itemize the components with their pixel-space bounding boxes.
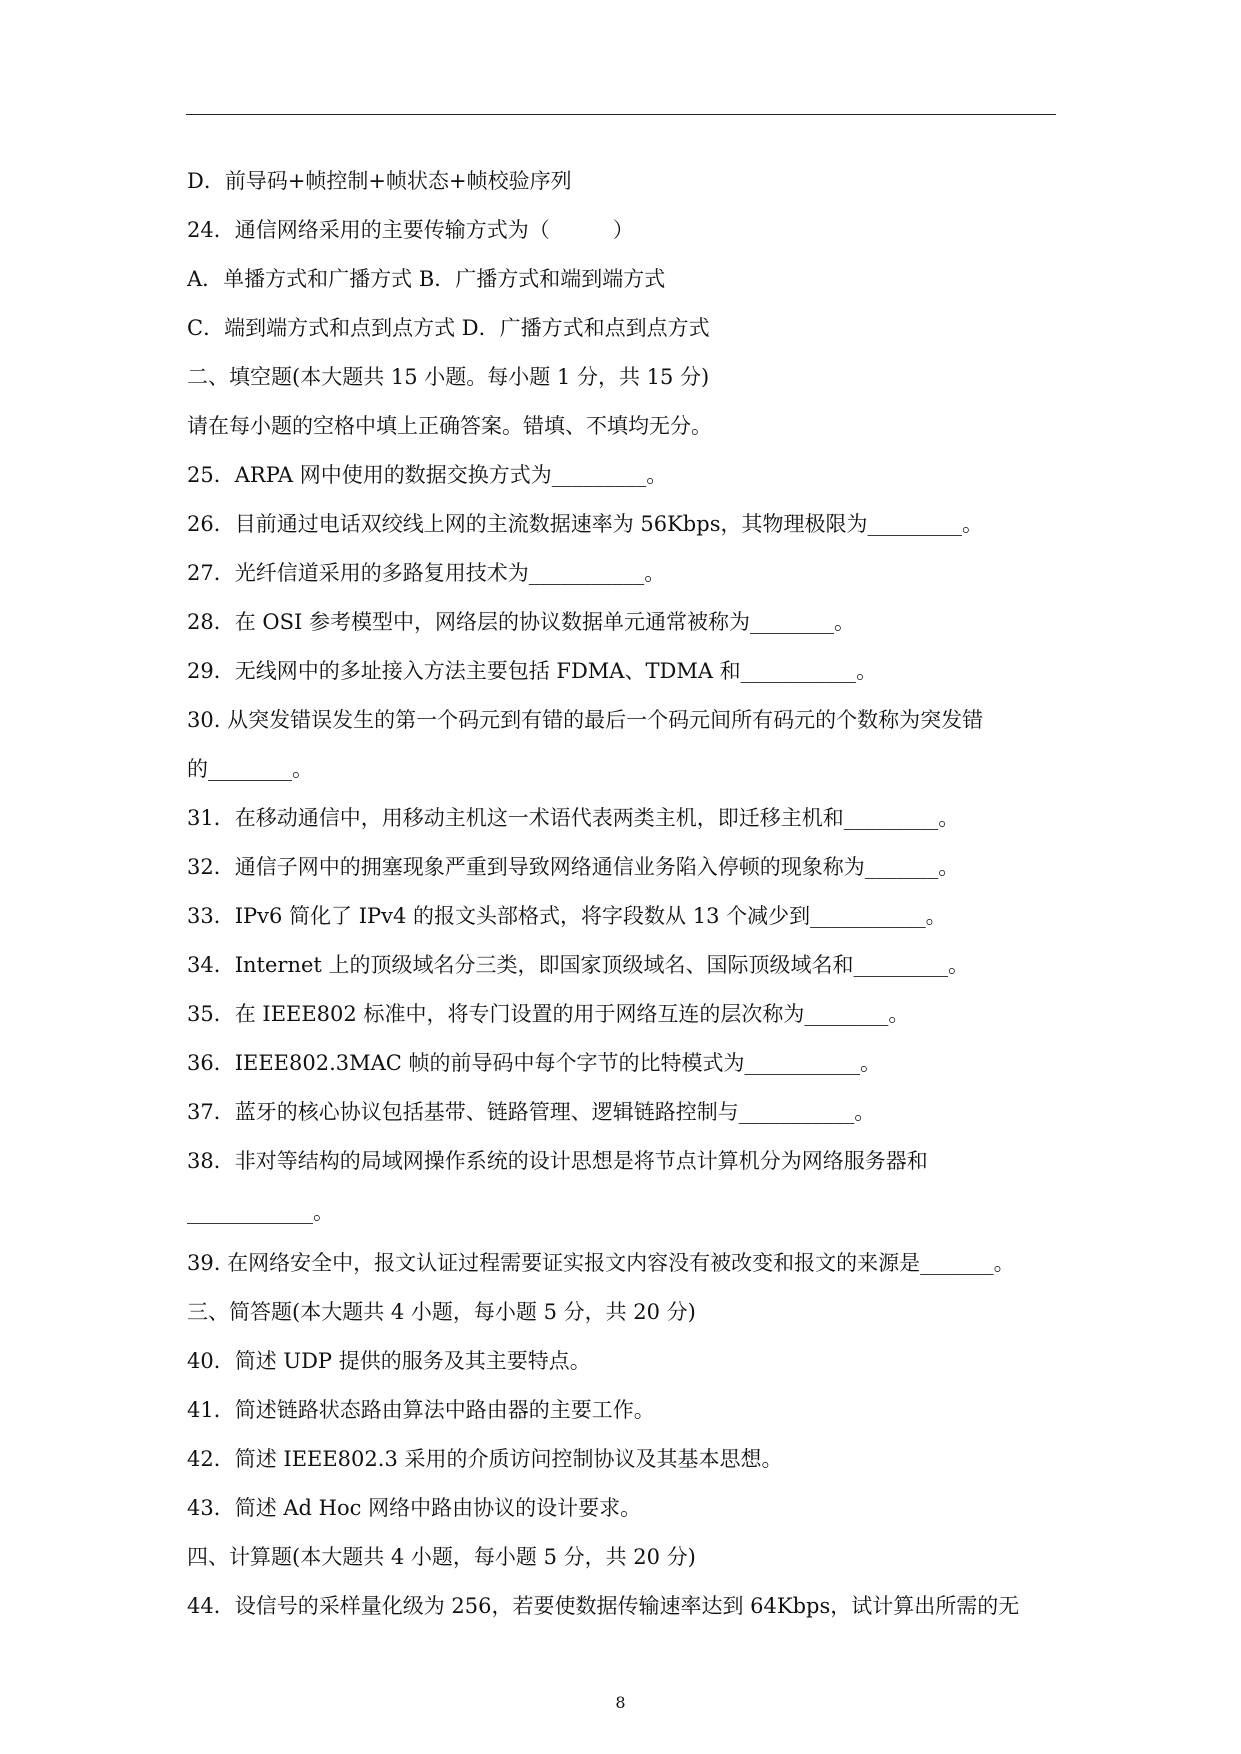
header-rule — [186, 114, 1056, 115]
section-instructions: 请在每小题的空格中填上正确答案。错填、不填均无分。 — [187, 414, 712, 438]
question-31: 31．在移动通信中，用移动主机这一术语代表两类主机，即迁移主机和_________。 — [187, 806, 960, 830]
question-29: 29．无线网中的多址接入方法主要包括 FDMA、TDMA 和___________。 — [187, 659, 878, 683]
options-cd-q24: C．端到端方式和点到点方式 D．广播方式和点到点方式 — [187, 316, 710, 340]
section-heading-calculation: 四、计算题(本大题共 4 小题，每小题 5 分，共 20 分) — [187, 1545, 696, 1569]
page-number: 8 — [615, 1693, 626, 1712]
question-25: 25．ARPA 网中使用的数据交换方式为_________。 — [187, 463, 668, 487]
question-40: 40．简述 UDP 提供的服务及其主要特点。 — [187, 1349, 591, 1373]
question-34: 34．Internet 上的顶级域名分三类，即国家顶级域名、国际顶级域名和_________。 — [187, 953, 970, 977]
question-26: 26．目前通过电话双绞线上网的主流数据速率为 56Kbps，其物理极限为_________。 — [187, 512, 983, 536]
question-43: 43．简述 Ad Hoc 网络中路由协议的设计要求。 — [187, 1496, 642, 1520]
question-38: 38．非对等结构的局域网操作系统的设计思想是将节点计算机分为网络服务器和 — [187, 1149, 928, 1173]
question-42: 42．简述 IEEE802.3 采用的介质访问控制协议及其基本思想。 — [187, 1447, 783, 1471]
section-heading-fill-in: 二、填空题(本大题共 15 小题。每小题 1 分，共 15 分) — [187, 365, 710, 389]
question-24: 24．通信网络采用的主要传输方式为（ ） — [187, 218, 634, 242]
question-36: 36．IEEE802.3MAC 帧的前导码中每个字节的比特模式为___________。 — [187, 1051, 882, 1075]
question-37: 37．蓝牙的核心协议包括基带、链路管理、逻辑链路控制与___________。 — [187, 1100, 876, 1124]
question-44: 44．设信号的采样量化级为 256，若要使数据传输速率达到 64Kbps，试计算出所需的无 — [187, 1594, 1020, 1618]
question-30: 30. 从突发错误发生的第一个码元到有错的最后一个码元间所有码元的个数称为突发错 — [187, 708, 984, 732]
option-d-q23: D．前导码+帧控制+帧状态+帧校验序列 — [187, 169, 572, 193]
question-32: 32．通信子网中的拥塞现象严重到导致网络通信业务陷入停顿的现象称为_______。 — [187, 855, 960, 879]
question-35: 35．在 IEEE802 标准中，将专门设置的用于网络互连的层次称为________。 — [187, 1002, 910, 1026]
question-30-continued: 的________。 — [187, 757, 313, 781]
question-27: 27．光纤信道采用的多路复用技术为___________。 — [187, 561, 666, 585]
question-38-continued: ____________。 — [187, 1200, 334, 1224]
question-39: 39. 在网络安全中，报文认证过程需要证实报文内容没有被改变和报文的来源是_______。 — [187, 1251, 1015, 1275]
question-28: 28．在 OSI 参考模型中，网络层的协议数据单元通常被称为________。 — [187, 610, 855, 634]
question-33: 33．IPv6 简化了 IPv4 的报文头部格式，将字段数从 13 个减少到___________。 — [187, 904, 947, 928]
page-content — [187, 157, 1067, 1631]
options-ab-q24: A．单播方式和广播方式 B．广播方式和端到端方式 — [187, 267, 666, 291]
section-heading-short-answer: 三、简答题(本大题共 4 小题，每小题 5 分，共 20 分) — [187, 1300, 696, 1324]
question-41: 41．简述链路状态路由算法中路由器的主要工作。 — [187, 1398, 655, 1422]
